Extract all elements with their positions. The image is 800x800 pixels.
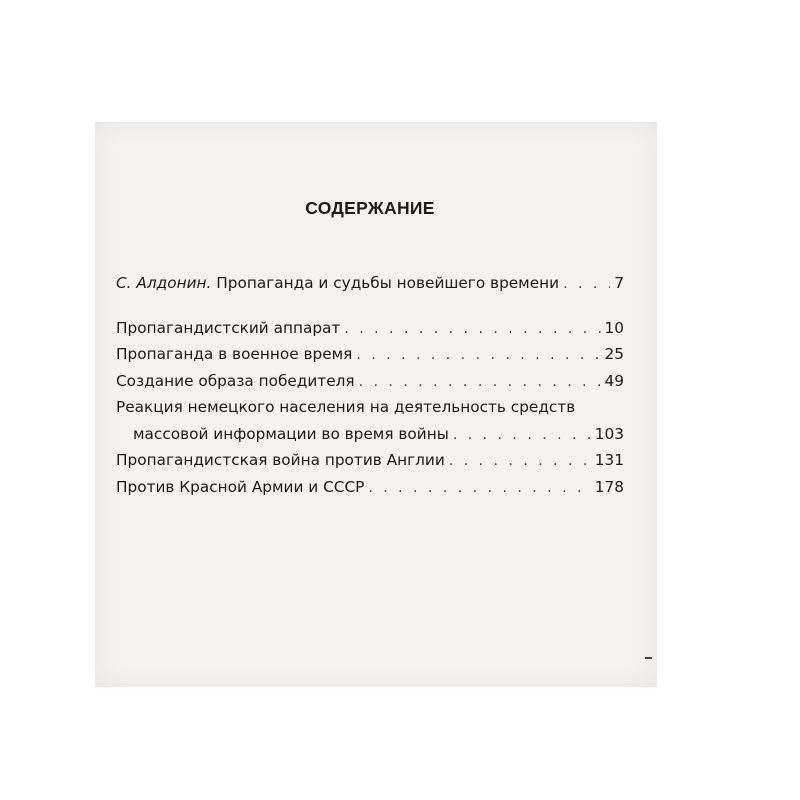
dot-leader <box>359 369 601 396</box>
toc-entry-title: Создание образа победителя <box>116 371 355 390</box>
table-of-contents <box>116 270 624 500</box>
contents-heading: СОДЕРЖАНИЕ <box>305 198 435 218</box>
toc-entry-title-continuation: массовой информации во время войны <box>133 424 449 443</box>
toc-entry-first-line[interactable] <box>116 394 624 421</box>
toc-entry-page: 49 <box>604 371 624 390</box>
toc-entry-title: Реакция немецкого населения на деятельность средств <box>116 398 576 416</box>
toc-entry-page: 178 <box>594 477 624 496</box>
toc-entry[interactable] <box>116 474 624 501</box>
dot-leader <box>344 316 600 343</box>
toc-entry-page: 131 <box>594 451 624 469</box>
toc-entry[interactable] <box>116 315 624 342</box>
dot-leader <box>563 271 610 298</box>
toc-entry-preface[interactable] <box>116 270 624 297</box>
page-mark <box>645 657 652 659</box>
toc-entry-page: 7 <box>614 274 624 292</box>
toc-entry-author: С. Алдонин. <box>116 274 212 292</box>
toc-entry-title: Пропагандистская война против Англии <box>116 451 445 469</box>
bleed-through-line <box>165 177 565 193</box>
dot-leader <box>368 475 590 502</box>
dot-leader <box>453 422 591 449</box>
dot-leader <box>449 448 591 475</box>
toc-entry-title: Пропагандистский аппарат <box>116 318 341 337</box>
dot-leader <box>356 342 600 369</box>
toc-entry-continuation[interactable] <box>116 421 624 448</box>
toc-entry[interactable] <box>116 368 624 395</box>
toc-entry-page: 103 <box>594 424 624 443</box>
toc-entry-title: Пропаганда в военное время <box>116 345 353 363</box>
toc-entry[interactable] <box>116 447 624 474</box>
toc-entry-page: 10 <box>604 318 624 337</box>
toc-entry-title: Против Красной Армии и СССР <box>116 477 365 496</box>
toc-entry[interactable] <box>116 341 624 368</box>
toc-entry-page: 25 <box>604 345 624 363</box>
toc-entry-title: Пропаганда и судьбы новейшего времени <box>211 274 560 292</box>
